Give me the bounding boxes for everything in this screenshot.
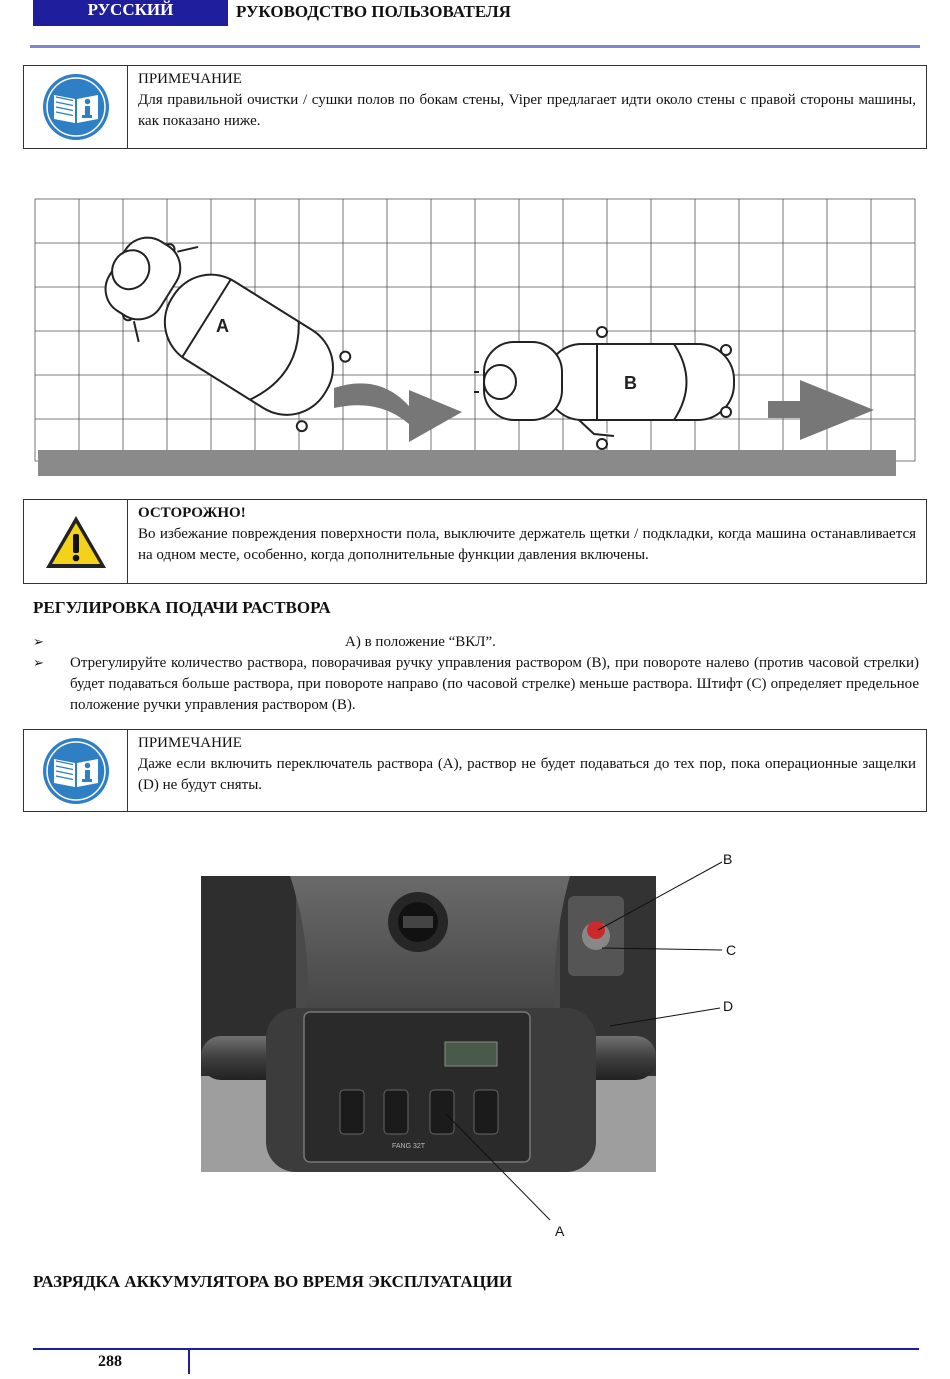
note-icon-cell — [24, 730, 128, 811]
warning-text: Во избежание повреждения поверхности пола, выключите держатель щетки / подкладки, когда машина останавливается на одном месте, особенно, когда дополнительные функции давления включены. — [138, 526, 916, 563]
warning-icon-cell — [24, 500, 128, 583]
page-number: 288 — [98, 1353, 122, 1370]
section-title: РЕГУЛИРОВКА ПОДАЧИ РАСТВОРА — [33, 598, 331, 617]
list-item — [33, 632, 919, 653]
note-heading: ПРИМЕЧАНИЕ — [138, 71, 242, 87]
footer-rule — [33, 1348, 919, 1350]
note-icon-cell — [24, 66, 128, 148]
callout-d: D — [723, 998, 734, 1014]
note-text-cell — [128, 730, 926, 811]
arrow-icon — [334, 383, 462, 442]
arrow-icon — [768, 380, 874, 440]
header-rule — [30, 45, 920, 48]
control-panel-photo — [200, 846, 760, 1246]
note-text: Даже если включить переключатель раствора (А), раствор не будет подаваться до тех пор, пока операционные защелки (D) не будут сняты. — [138, 756, 916, 793]
warning-box — [23, 499, 927, 584]
note-box — [23, 65, 927, 149]
list-item-text: Отрегулируйте количество раствора, поворачивая ручку управления раствором (В), при повороте налево (против часовой стрелки) будет подаваться больше раствора, при повороте направо (по часовой стрелке) меньше раствора. Штифт (С) определяет предельное положение ручки управления раствором (В). — [70, 655, 919, 713]
warning-triangle-icon — [44, 514, 108, 570]
wall-cleaning-diagram — [34, 198, 918, 478]
list-item-text: А) в положение “ВКЛ”. — [345, 634, 496, 650]
callout-b: B — [723, 851, 733, 867]
language-tab: РУССКИЙ — [33, 0, 228, 26]
note-box — [23, 729, 927, 812]
warning-text-cell — [128, 500, 926, 583]
section-title: РАЗРЯДКА АККУМУЛЯТОРА ВО ВРЕМЯ ЭКСПЛУАТАЦИИ — [33, 1272, 513, 1291]
footer-separator — [188, 1350, 190, 1374]
manual-info-icon — [42, 737, 110, 805]
list-item — [33, 653, 919, 716]
wall-bar — [38, 450, 896, 476]
note-heading: ПРИМЕЧАНИЕ — [138, 735, 242, 751]
bullet-arrow-icon: ➢ — [33, 635, 44, 650]
diagram-label-a: A — [216, 316, 229, 336]
callout-a: A — [555, 1223, 565, 1239]
note-text-cell — [128, 66, 926, 148]
bullet-arrow-icon: ➢ — [33, 656, 44, 671]
panel-label: FANG 32T — [392, 1143, 426, 1150]
diagram-label-b: B — [624, 373, 637, 393]
manual-info-icon — [42, 73, 110, 141]
warning-heading: ОСТОРОЖНО! — [138, 505, 246, 521]
document-title: РУКОВОДСТВО ПОЛЬЗОВАТЕЛЯ — [236, 2, 511, 21]
note-text: Для правильной очистки / сушки полов по бокам стены, Viper предлагает идти около стены с правой стороны машины, как показано ниже. — [138, 92, 916, 129]
callout-c: C — [726, 942, 737, 958]
